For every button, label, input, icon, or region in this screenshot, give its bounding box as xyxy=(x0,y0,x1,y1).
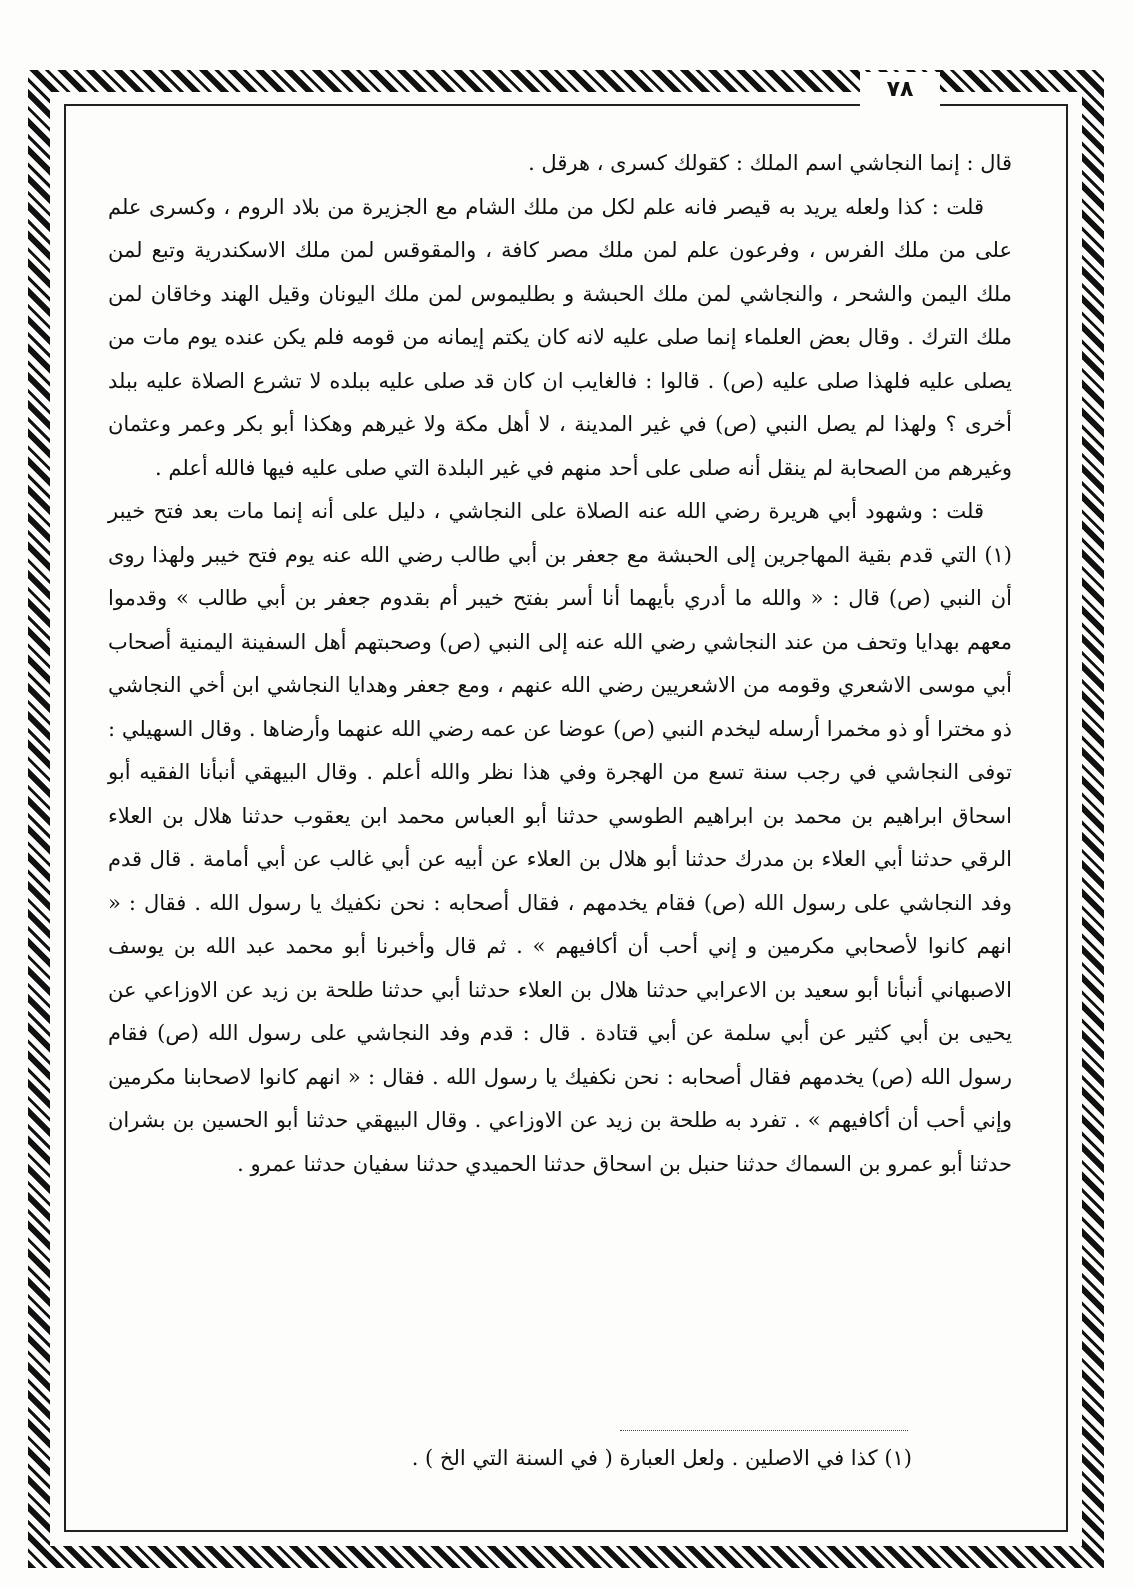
page-number: ٧٨ xyxy=(860,72,940,108)
footnote: (١) كذا في الاصلين . ولعل العبارة ( في السنة التي الخ ) . xyxy=(411,1446,912,1470)
footnote-divider xyxy=(620,1430,908,1431)
paragraph: قلت : كذا ولعله يريد به قيصر فانه علم لكل من ملك الشام مع الجزيرة من بلاد الروم ، وكسرى علم على من ملك الفرس ، وفرعون علم لمن ملك مصر كافة ، والمقوقس لمن ملك الاسكندرية وتبع لمن ملك اليمن والشحر ، والنجاشي لمن ملك الحبشة و بطليموس لمن ملك اليونان وقيل الهند وخاقان لمن ملك الترك . وقال بعض العلماء إنما صلى عليه لانه كان يكتم إيمانه من قومه فلم يكن عنده يوم مات من يصلى عليه فلهذا صلى عليه (ص) . قالوا : فالغايب ان كان قد صلى عليه ببلده لا تشرع الصلاة عليه ببلد أخرى ؟ ولهذا لم يصل النبي (ص) في غير المدينة ، لا أهل مكة ولا غيرهم وهكذا أبو بكر وعمر وعثمان وغيرهم من الصحابة لم ينقل أنه صلى على أحد منهم في غير البلدة التي صلى عليه فيها فالله أعلم . xyxy=(108,194,1012,480)
paragraph: قال : إنما النجاشي اسم الملك : كقولك كسرى ، هرقل . xyxy=(528,151,1012,175)
body-text xyxy=(108,142,1012,1186)
paragraph: قلت : وشهود أبي هريرة رضي الله عنه الصلاة على النجاشي ، دليل على أنه إنما مات بعد فتح خيبر (١) التي قدم بقية المهاجرين إلى الحبشة مع جعفر بن أبي طالب رضي الله عنه يوم فتح خيبر ولهذا روى أن النبي (ص) قال : « والله ما أدري بأيهما أنا أسر بفتح خيبر أم بقدوم جعفر بن أبي طالب » وقدموا معهم بهدايا وتحف من عند النجاشي رضي الله عنه إلى النبي (ص) وصحبتهم أهل السفينة اليمنية أصحاب أبي موسى الاشعري وقومه من الاشعريين رضي الله عنهم ، ومع جعفر وهدايا النجاشي ابن أخي النجاشي ذو مخترا أو ذو مخمرا أرسله ليخدم النبي (ص) عوضا عن عمه رضي الله عنهما وأرضاها . وقال السهيلي : توفى النجاشي في رجب سنة تسع من الهجرة وفي هذا نظر والله أعلم . وقال البيهقي أنبأنا الفقيه أبو اسحاق ابراهيم بن محمد بن ابراهيم الطوسي حدثنا أبو العباس محمد ابن يعقوب حدثنا هلال بن العلاء الرقي حدثنا أبي العلاء بن مدرك حدثنا أبو هلال بن العلاء عن أبيه عن أبي غالب عن أبي أمامة . قال قدم وفد النجاشي على رسول الله (ص) فقام يخدمهم ، فقال أصحابه : نحن نكفيك يا رسول الله . فقال : « انهم كانوا لأصحابي مكرمين و إني أحب أن أكافيهم » . ثم قال وأخبرنا أبو محمد عبد الله بن يوسف الاصبهاني أنبأنا أبو سعيد بن الاعرابي حدثنا هلال بن العلاء حدثنا أبي حدثنا طلحة بن زيد عن الاوزاعي عن يحيى بن أبي كثير عن أبي سلمة عن أبي قتادة . قال : قدم وفد النجاشي على رسول الله (ص) فقام رسول الله (ص) يخدمهم فقال أصحابه : نحن نكفيك يا رسول الله . فقال : « انهم كانوا لاصحابنا مكرمين وإني أحب أن أكافيهم » . تفرد به طلحة بن زيد عن الاوزاعي . وقال البيهقي حدثنا أبو الحسين بن بشران حدثنا أبو عمرو بن السماك حدثنا حنبل بن اسحاق حدثنا الحميدي حدثنا سفيان حدثنا عمرو . xyxy=(108,499,1012,1176)
